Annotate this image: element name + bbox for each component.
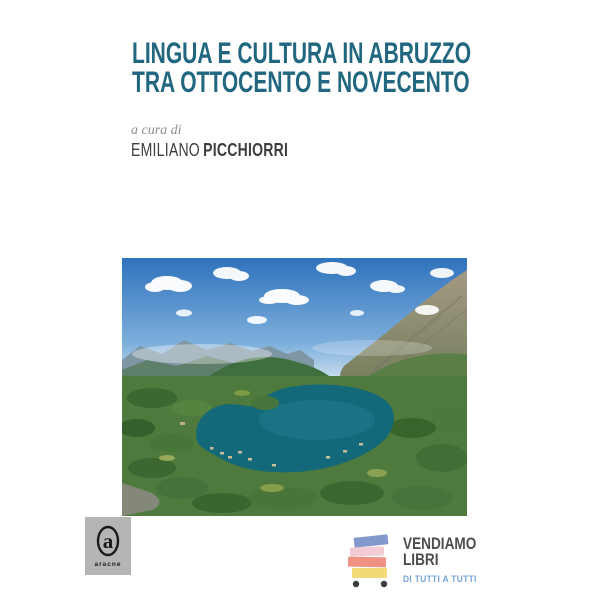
book-title-line1: LINGUA E CULTURA IN ABRUZZO <box>132 37 472 70</box>
seller-badge-line1: VENDIAMO <box>403 534 477 553</box>
seller-badge-tagline: DI TUTTI A TUTTI <box>403 574 477 585</box>
cart-wheel-left <box>353 581 359 587</box>
book-bar-blue <box>354 534 389 547</box>
book-bar-pink <box>350 546 384 556</box>
lake-peninsula <box>251 396 279 410</box>
book-bar-salmon <box>348 557 386 568</box>
editor-last-name: PICCHIORRI <box>203 140 289 160</box>
seller-badge-text <box>403 533 495 585</box>
cart-wheel-right <box>381 581 387 587</box>
seller-badge <box>344 533 495 590</box>
editor-first-name: EMILIANO <box>131 140 200 160</box>
seller-badge-line2: LIBRI <box>403 550 439 569</box>
aracne-logo-icon <box>85 517 131 575</box>
book-title-line2: TRA OTTOCENTO E NOVECENTO <box>132 66 470 99</box>
publisher-logo <box>85 517 131 575</box>
editor-name <box>131 140 288 161</box>
book-bar-yellow <box>352 568 387 578</box>
curated-by-label: a cura di <box>131 123 182 138</box>
publisher-name: aracne <box>94 561 122 568</box>
book-title <box>132 39 471 97</box>
book-cart-icon <box>344 533 394 590</box>
lake-landscape-illustration <box>122 258 467 516</box>
cover-photo <box>122 258 467 516</box>
logo-letter: a <box>102 529 114 553</box>
